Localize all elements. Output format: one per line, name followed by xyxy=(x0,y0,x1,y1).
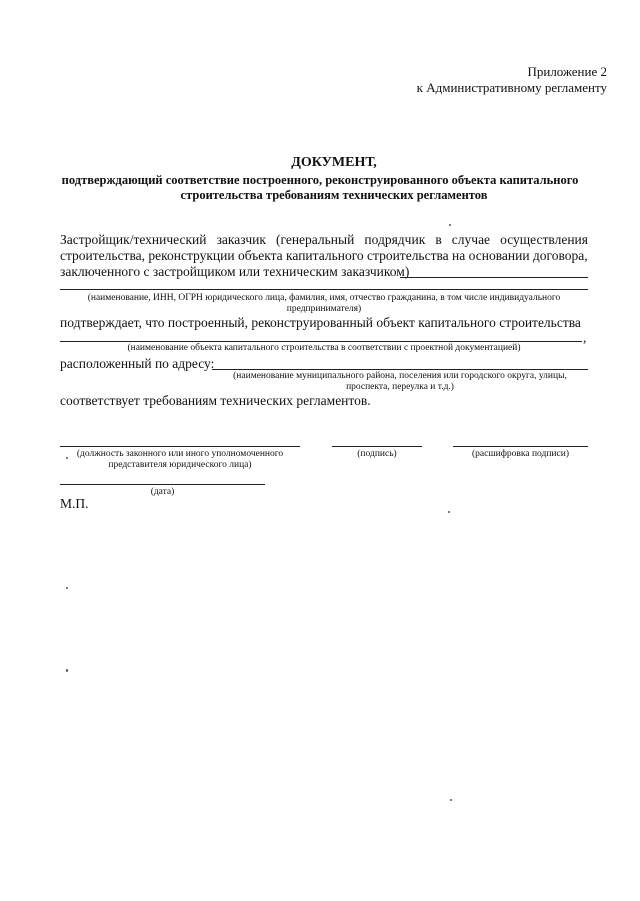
address-fill-line[interactable] xyxy=(212,369,588,370)
object-name-hint: (наименование объекта капитального строительства в соответствии с проектной документацией) xyxy=(127,343,521,353)
address-hint-line2: проспекта, переулка и т.д.) xyxy=(346,382,454,392)
document-subtitle-line2: строительства требованиям технических регламентов xyxy=(180,188,488,202)
position-hint-line1: (должность законного или иного уполномоченного xyxy=(76,449,284,459)
document-title: ДОКУМЕНТ, xyxy=(291,155,377,170)
scan-speck xyxy=(449,224,451,226)
scan-speck xyxy=(66,587,68,589)
scan-speck xyxy=(450,799,452,801)
developer-line3: заключенного с застройщиком или техническим заказчиком) xyxy=(60,264,410,279)
developer-line1: Застройщик/технический заказчик (генеральный подрядчик в случае осуществления xyxy=(60,232,588,247)
regulation-label: к Административному регламенту xyxy=(416,80,607,95)
position-fill-line[interactable] xyxy=(60,446,300,447)
date-hint: (дата) xyxy=(150,487,175,497)
developer-fill-line[interactable] xyxy=(400,277,588,278)
scan-speck xyxy=(66,669,68,672)
developer-hint-line1: (наименование, ИНН, ОГРН юридического лица, фамилия, имя, отчество гражданина, в том числе индивидуального xyxy=(87,293,561,303)
scan-speck xyxy=(448,511,450,513)
comma-mark: , xyxy=(583,330,587,345)
object-name-fill-line[interactable] xyxy=(60,341,582,342)
address-label: расположенный по адресу: xyxy=(60,356,215,371)
document-subtitle-line1: подтверждающий соответствие построенного, реконструированного объекта капитального xyxy=(61,173,579,187)
stamp-placeholder: М.П. xyxy=(60,496,89,511)
date-fill-line[interactable] xyxy=(60,484,265,485)
confirms-text: подтверждает, что построенный, реконструированный объект капитального строительства xyxy=(60,315,581,330)
developer-name-fill-line[interactable] xyxy=(60,289,588,290)
developer-line2: строительства, реконструкции объекта капитального строительства на основании договора, xyxy=(60,248,588,263)
appendix-label: Приложение 2 xyxy=(527,64,607,79)
address-hint-line1: (наименование муниципального района, поселения или городского округа, улицы, xyxy=(233,371,567,381)
decoding-hint: (расшифровка подписи) xyxy=(472,449,569,459)
developer-hint-line2: предпринимателя) xyxy=(286,304,362,314)
signature-fill-line[interactable] xyxy=(332,446,422,447)
decoding-fill-line[interactable] xyxy=(453,446,588,447)
complies-text: соответствует требованиям технических регламентов. xyxy=(60,393,371,408)
signature-hint: (подпись) xyxy=(357,449,397,459)
position-hint-line2: представителя юридического лица) xyxy=(108,460,252,470)
